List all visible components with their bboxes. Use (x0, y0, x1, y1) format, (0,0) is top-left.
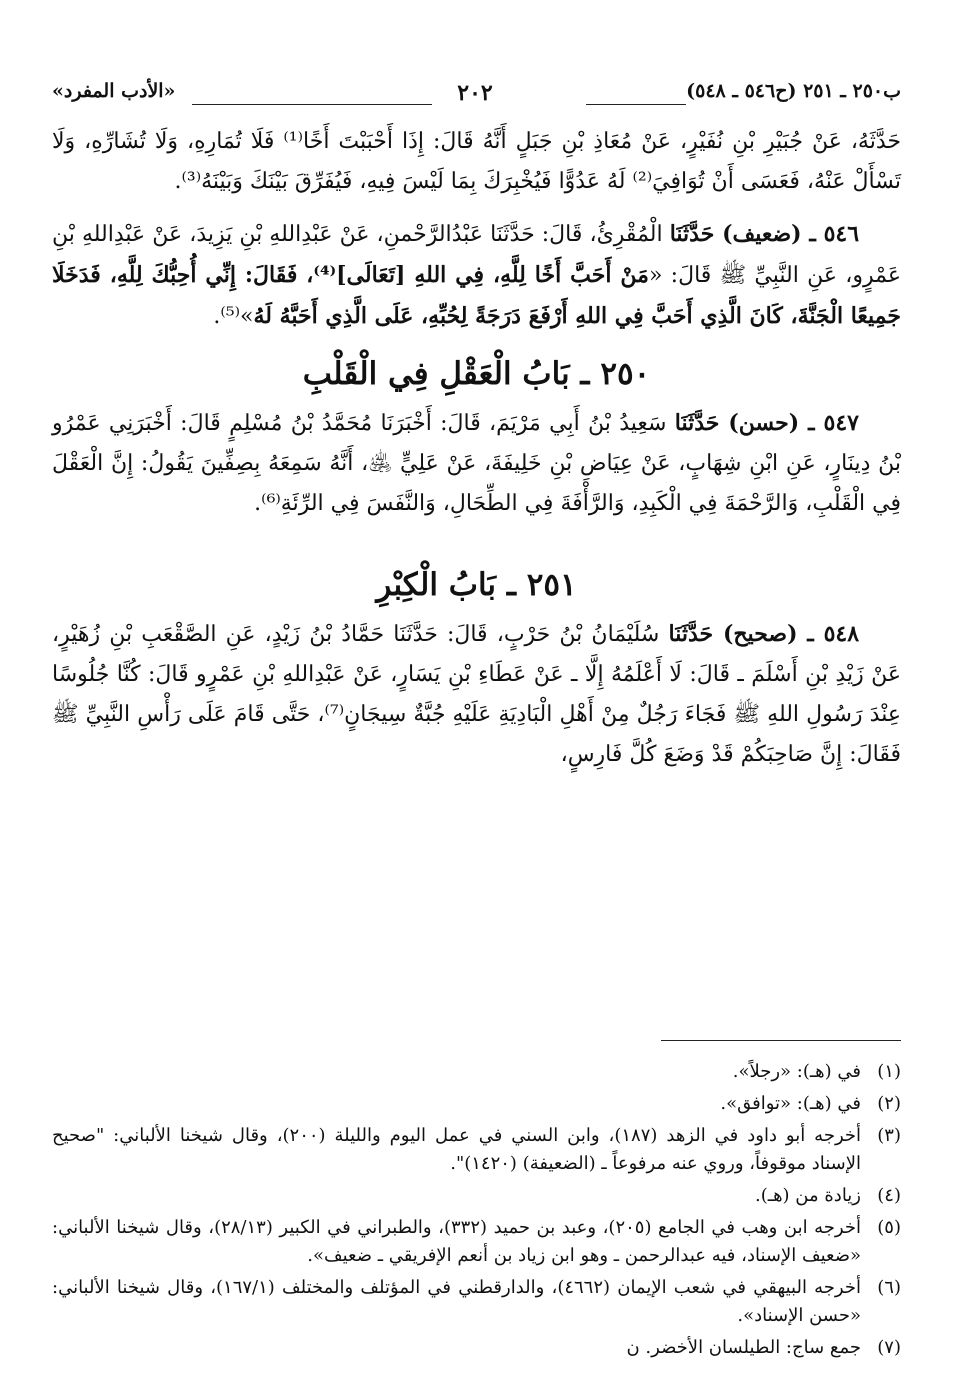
paragraph-continuation: حَدَّثَهُ، عَنْ جُبَيْرِ بْنِ نُفَيْرٍ، عَنْ مُعَاذِ بْنِ جَبَلٍ أَنَّهُ قَالَ: إِذَا أَحْبَبْتَ أَخًا⁽¹⁾ فَلَا تُمَارِهِ، وَلَا تُشَارِّهِ، وَلَا تَسْأَلْ عَنْهُ، فَعَسَى أَنْ تُوَافِيَ⁽²⁾ لَهُ عَدُوًّا فَيُخْبِرَكَ بِمَا لَيْسَ فِيهِ، فَيُفَرِّقَ بَيْنَكَ وَبَيْنَهُ⁽³⁾. (52, 129, 901, 194)
footnote (52, 1122, 901, 1178)
hadith-548-lead: ٥٤٨ ـ (صحيح) حَدَّثَنَا (668, 621, 860, 647)
footnote-number: (٧) (877, 1337, 901, 1358)
hadith-546 (52, 214, 901, 337)
hadith-547-lead: ٥٤٧ ـ (حسن) حَدَّثَنَا (674, 410, 859, 436)
footnote-text: أخرجه البيهقي في شعب الإيمان (٤٦٦٢)، والدارقطني في المؤتلف والمختلف (١٦٧/١)، وقال شيخنا الألباني: «حسن الإسناد». (52, 1277, 861, 1326)
hadith-546-end: »⁽⁵⁾. (213, 304, 254, 329)
running-header (52, 80, 901, 110)
footnote-number: (٦) (877, 1277, 901, 1298)
main-text (52, 122, 901, 775)
footnote-text: أخرجه ابن وهب في الجامع (٢٠٥)، وعبد بن حميد (٣٣٢)، والطبراني في الكبير (٢٨/١٣)، وقال شيخنا الألباني: «ضعيف الإسناد، فيه عبدالرحمن ـ وهو ابن زياد بن أنعم الإفريقي ـ ضعيف». (52, 1217, 861, 1266)
footnote-number: (١) (877, 1061, 901, 1082)
footnotes (52, 1058, 901, 1366)
footnote (52, 1182, 901, 1210)
book-page (52, 70, 901, 1380)
hadith-548-text: سُلَيْمَانُ بْنُ حَرْبٍ، قَالَ: حَدَّثَنَا حَمَّادُ بْنُ زَيْدٍ، عَنِ الصَّقْعَبِ بْنِ زُهَيْرٍ، عَنْ زَيْدِ بْنِ أَسْلَمَ ـ قَالَ: لَا أَعْلَمُهُ إِلَّا ـ عَنْ عَطَاءِ بْنِ يَسَارٍ، عَنْ عَبْدِاللهِ بْنِ عَمْرٍو قَالَ: كُنَّا جُلُوسًا عِنْدَ رَسُولِ اللهِ ﷺ فَجَاءَ رَجُلٌ مِنْ أَهْلِ الْبَادِيَةِ عَلَيْهِ جُبَّةٌ سِيجَانٍ⁽⁷⁾، حَتَّى قَامَ عَلَى رَأْسِ النَّبِيِّ ﷺ فَقَالَ: إِنَّ صَاحِبَكُمْ قَدْ وَضَعَ كُلَّ فَارِسٍ، (52, 622, 901, 767)
footnote-text: جمع ساج: الطيلسان الأخضر. ن (626, 1337, 861, 1358)
page-number: ٢٠٢ (457, 80, 493, 106)
hadith-range: ب٢٥٠ ـ ٢٥١ (ح٥٤٦ ـ ٥٤٨) (686, 80, 901, 102)
footnote-separator (661, 1040, 901, 1041)
hadith-548 (52, 614, 901, 775)
footnote-text: زيادة من (هـ). (755, 1185, 861, 1206)
chapter-heading-251: ٢٥١ ـ بَابُ الْكِبْرِ (376, 567, 577, 603)
footnote (52, 1090, 901, 1118)
footnote-number: (٢) (877, 1093, 901, 1114)
footnote (52, 1334, 901, 1362)
footnote-number: (٥) (877, 1217, 901, 1238)
header-rule (192, 104, 432, 105)
footnote (52, 1058, 901, 1086)
footnote-number: (٤) (877, 1185, 901, 1206)
hadith-546-isnad: الْمُقْرِئُ، قَالَ: حَدَّثَنَا عَبْدُالرَّحْمنِ، عَنْ عَبْدِاللهِ بْنِ يَزِيدَ، عَنْ عَبْدِاللهِ بْنِ عَمْرٍو، عَنِ النَّبِيِّ ﷺ قَالَ: « (52, 222, 901, 288)
footnote-text: في (هـ): «توافق». (720, 1093, 861, 1114)
footnote (52, 1214, 901, 1270)
book-title: «الأدب المفرد» (52, 80, 176, 102)
footnote-text: في (هـ): «رجلاً». (732, 1061, 861, 1082)
hadith-546-matn: مَنْ أَحَبَّ أَخًا لِلَّهِ، فِي اللهِ [تَعَالَى]⁽⁴⁾، فَقَالَ: إِنِّي أُحِبُّكَ لِلَّهِ، فَدَخَلَا جَمِيعًا الْجَنَّةَ، كَانَ الَّذِي أَحَبَّ فِي اللهِ أَرْفَعَ دَرَجَةً لِحُبِّهِ، عَلَى الَّذِي أَحَبَّهُ لَهُ (52, 262, 901, 329)
footnote-number: (٣) (877, 1125, 901, 1146)
footnote-text: أخرجه أبو داود في الزهد (١٨٧)، وابن السني في عمل اليوم والليلة (٢٠٠)، وقال شيخنا الألباني: "صحيح الإسناد موقوفاً، وروي عنه مرفوعاً ـ (الضعيفة) (١٤٢٠)". (52, 1125, 862, 1174)
hadith-547-text: سَعِيدُ بْنُ أَبِي مَرْيَمَ، قَالَ: أَخْبَرَنَا مُحَمَّدُ بْنُ مُسْلِمٍ قَالَ: أَخْبَرَنِي عَمْرُو بْنُ دِينَارٍ، عَنِ ابْنِ شِهَابٍ، عَنْ عِيَاضِ بْنِ خَلِيفَةَ، عَنْ عَلِيٍّ ﵁، أَنَّهُ سَمِعَهُ بِصِفِّينَ يَقُولُ: إِنَّ الْعَقْلَ فِي الْقَلْبِ، وَالرَّحْمَةَ فِي الْكَبِدِ، وَالرَّأْفَةَ فِي الطِّحَالِ، وَالنَّفَسَ فِي الرِّئَةِ⁽⁶⁾. (52, 411, 901, 516)
chapter-heading-250: ٢٥٠ ـ بَابُ الْعَقْلِ فِي الْقَلْبِ (302, 356, 651, 392)
hadith-546-lead: ٥٤٦ ـ (ضعيف) حَدَّثَنَا (669, 221, 860, 247)
footnote (52, 1274, 901, 1330)
header-rule (586, 104, 686, 105)
hadith-547 (52, 403, 901, 524)
